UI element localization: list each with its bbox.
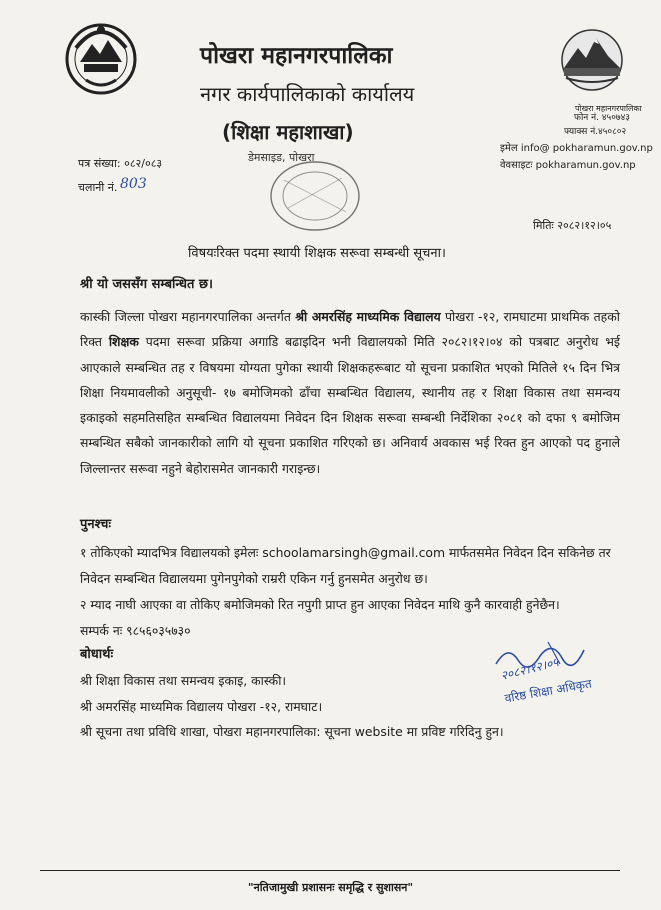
- section-name: (शिक्षा महाशाखा): [222, 120, 354, 144]
- cc-item: श्री शिक्षा विकास तथा समन्वय इकाइ, कास्की।: [80, 673, 287, 688]
- phone-number: फोन नं. ४५०७४३: [574, 113, 630, 123]
- nepal-emblem-logo: [62, 18, 140, 100]
- postscript-item-2: २ म्याद नाघी आएका वा तोकिए बमोजिमको रित नपुगी प्राप्त हुन आएका निवेदन माथि कुनै कारवाही हुनेछैन।: [80, 597, 560, 612]
- email-link[interactable]: इमेल info@ pokharamun.gov.np: [500, 143, 653, 154]
- letter-date: मितिः २०८२।१२।०५: [533, 219, 612, 232]
- right-logo-caption: पोखरा महानगरपालिका: [575, 104, 642, 113]
- office-name: नगर कार्यपालिकाको कार्यालय: [200, 82, 415, 106]
- body-text-3: पदमा सरूवा प्रक्रिया अगाडि बढाइदिन भनी विद्यालयको मिति २०८२।१२।०४ को पत्रबाट अनुरोध भई आएकाले सम्बन्धित तह र विषयमा योग्यता पुगेका स्थायी शिक्षकहरूबाट यो सूचना प्रकाशित भएको मितिले १५ दिन भित्र शिक्षा नियमावलीको अनुसूची- १७ बमोजिमको ढाँचा सम्बन्धित विद्यालय, स्थानीय तह र शिक्षा विकास तथा समन्वय इकाइको सहमतिसहित सम्बन्धित विद्यालयमा निवेदन दिन शिक्षक सरूवा सम्बन्धी निर्देशिका २०८१ को दफा ९ बमोजिम सम्बन्धित सबैको जानकारीको लागि यो सूचना प्रकाशित गरिएको छ। अनिवार्य अवकास भई रिक्त हुन आएको पद हुनाले जिल्लान्तर सरूवा नहुने बेहोरासमेत जानकारी गराइन्छ।: [80, 334, 620, 476]
- body-text-2: पोखरा -१२, रामघाटमा प्राथमिक तहको रिक्त: [80, 309, 620, 350]
- organization-name: पोखरा महानगरपालिका: [200, 43, 393, 69]
- footer-motto: "नतिजामुखी प्रशासनः समृद्धि र सुशासन": [247, 881, 414, 894]
- dispatch-number-handwritten: 803: [120, 176, 147, 192]
- body-text-1: कास्की जिल्ला पोखरा महानगरपालिका अन्तर्गत: [80, 309, 296, 324]
- postscript-item-1: १ तोकिएको म्यादभित्र विद्यालयको इमेलः schoolamarsingh@gmail.com मार्फतसमेत निवेदन दिन सकिनेछ तर निवेदन सम्बन्धित विद्यालयमा पुगेनपुगेको राम्ररी एकिन गर्नु हुनसमेत अनुरोध छ।: [80, 545, 611, 586]
- postscript-title: पुनश्चः: [80, 517, 112, 532]
- office-location: डेमसाइड, पोखरा: [248, 151, 315, 164]
- dispatch-number-label: चलानी नं.: [78, 181, 118, 194]
- signature-date: २०८२।१२।०५: [499, 655, 560, 683]
- postscript: [80, 540, 620, 644]
- footer-divider: [40, 870, 620, 871]
- cc-item: श्री सूचना तथा प्रविधि शाखा, पोखरा महानगरपालिका: सूचना website मा प्रविष्ट गरिदिनु हुन।: [80, 724, 504, 739]
- office-stamp: [262, 150, 368, 234]
- salutation: श्री यो जससँग सम्बन्धित छ।: [80, 277, 213, 292]
- cc-item: श्री अमरसिंह माध्यमिक विद्यालय पोखरा -१२, रामघाट।: [80, 698, 323, 714]
- fax-number: फ्याक्स नं.४५०८०२: [564, 127, 627, 137]
- letter-subject: विषयःरिक्त पदमा स्थायी शिक्षक सरूवा सम्बन्धी सूचना।: [188, 246, 446, 261]
- signatory-title: वरिष्ठ शिक्षा अधिकृत: [503, 676, 593, 706]
- cc-title: बोधार्थः: [80, 647, 114, 662]
- school-name: श्री अमरसिंह माध्यमिक विद्यालय: [295, 309, 441, 324]
- contact-number: सम्पर्क नः ९८५६०३५७३०: [80, 623, 191, 638]
- letter-body: [80, 304, 620, 481]
- website-link[interactable]: वेवसाइटः pokharamun.gov.np: [500, 160, 636, 171]
- pokhara-metropolitan-logo: [556, 28, 628, 98]
- letter-number: पत्र संख्या: ०८२/०८३: [78, 157, 163, 170]
- post-name: शिक्षक: [108, 334, 139, 350]
